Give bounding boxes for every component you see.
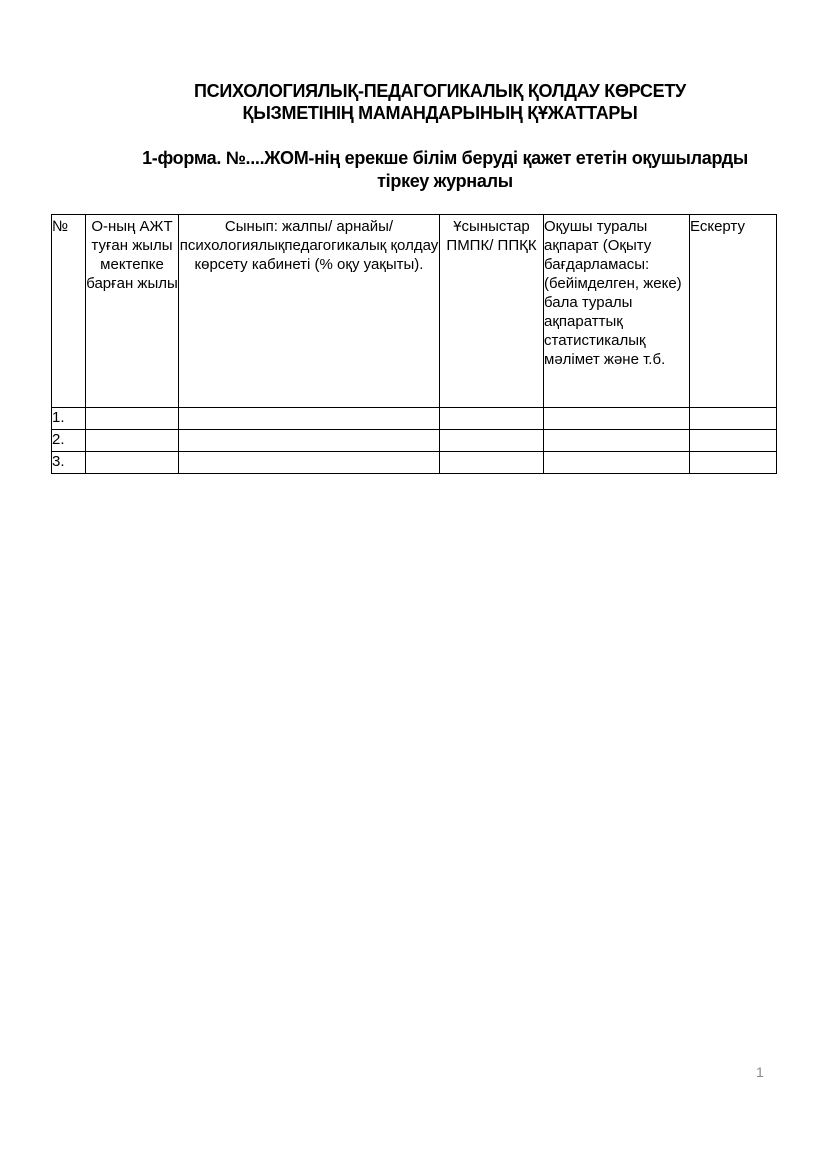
- table-cell[interactable]: [86, 408, 179, 430]
- table-cell[interactable]: [690, 430, 777, 452]
- header-student-info: Оқушы туралы ақпарат (Оқыту бағдарламасы: (бейімделген, жеке) бала туралы ақпараттық статистикалық мәлімет және т.б.: [544, 215, 690, 408]
- title-line-2: ҚЫЗМЕТІНІҢ МАМАНДАРЫНЫҢ ҚҰЖАТТАРЫ: [242, 103, 638, 123]
- table-cell[interactable]: [544, 452, 690, 474]
- table-cell[interactable]: [440, 408, 544, 430]
- table-cell[interactable]: [544, 408, 690, 430]
- header-note: Ескерту: [690, 215, 777, 408]
- registration-table: [51, 214, 777, 474]
- table-cell[interactable]: [690, 408, 777, 430]
- table-cell[interactable]: [179, 430, 440, 452]
- table-cell[interactable]: [440, 452, 544, 474]
- table-row: [52, 408, 777, 430]
- table-cell[interactable]: [86, 452, 179, 474]
- page-number: 1: [756, 1064, 764, 1080]
- row-number: 2.: [52, 430, 86, 452]
- form-subtitle: [110, 147, 780, 193]
- table-cell[interactable]: [86, 430, 179, 452]
- table-row: [52, 452, 777, 474]
- document-title: [130, 80, 750, 124]
- table-cell[interactable]: [440, 430, 544, 452]
- header-recommendations: Ұсыныстар ПМПК/ ППҚК: [440, 215, 544, 408]
- subtitle-line-2: тіркеу журналы: [377, 171, 513, 191]
- header-class-type: Сынып: жалпы/ арнайы/ психологиялықпедагогикалық қолдау көрсету кабинеті (% оқу уақыты).: [179, 215, 440, 408]
- header-number: №: [52, 215, 86, 408]
- table-cell[interactable]: [179, 452, 440, 474]
- table-cell[interactable]: [179, 408, 440, 430]
- table-header-row: [52, 215, 777, 408]
- subtitle-line-1: 1-форма. №....ЖОМ-нің ерекше білім беруді қажет ететін оқушыларды: [142, 148, 748, 168]
- table-cell[interactable]: [690, 452, 777, 474]
- table-cell[interactable]: [544, 430, 690, 452]
- row-number: 1.: [52, 408, 86, 430]
- row-number: 3.: [52, 452, 86, 474]
- table-row: [52, 430, 777, 452]
- header-birth-year: О-ның АЖТ туған жылы мектепке барған жылы: [86, 215, 179, 408]
- title-line-1: ПСИХОЛОГИЯЛЫҚ-ПЕДАГОГИКАЛЫҚ ҚОЛДАУ КӨРСЕТУ: [194, 81, 686, 101]
